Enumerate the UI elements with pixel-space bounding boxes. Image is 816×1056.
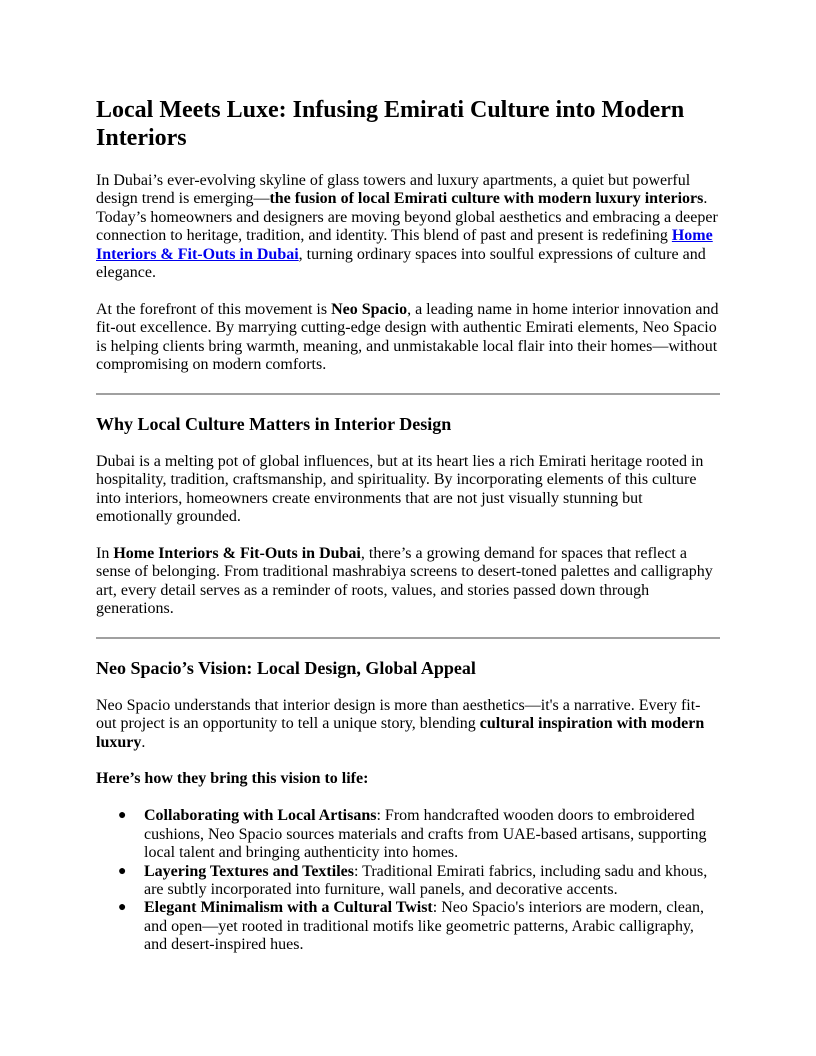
bullet-icon: ● <box>118 900 127 916</box>
list-item-bold: Layering Textures and Textiles <box>144 862 354 880</box>
section-heading-vision: Neo Spacio’s Vision: Local Design, Global Appeal <box>96 657 476 678</box>
home-interiors-link[interactable]: Home Interiors & Fit-Outs in Dubai <box>96 227 713 263</box>
vision-list <box>96 807 720 954</box>
list-item-text: : Neo Spacio's interiors are modern, clean, and open—yet rooted in traditional motifs like geometric patterns, Arabic calligraphy, and desert-inspired hues. <box>144 899 704 954</box>
list-item-bold: Elegant Minimalism with a Cultural Twist <box>144 899 433 917</box>
intro-p2-text-a: At the forefront of this movement is <box>96 300 332 318</box>
intro-p2-text-b: , a leading name in home interior innovation and fit-out excellence. By marrying cutting-edge design with authentic Emirati elements, Neo Spacio is helping clients bring warmth, meaning, and unmistakable local flair into their homes—without compromising on modern comforts. <box>96 300 719 374</box>
section-heading-culture: Why Local Culture Matters in Interior Design <box>96 413 452 434</box>
list-item <box>118 807 720 862</box>
bullet-icon: ● <box>118 863 127 879</box>
intro-p1-text-b: . Today’s homeowners and designers are moving beyond global aesthetics and embracing a deeper connection to heritage, tradition, and identity. This blend of past and present is redefining <box>96 190 718 245</box>
list-item-text: : Traditional Emirati fabrics, including sadu and khous, are subtly incorporated into furniture, wall panels, and decorative accents. <box>144 862 708 898</box>
vision-p1-text-a: Neo Spacio understands that interior design is more than aesthetics—it's a narrative. Every fit-out project is an opportunity to tell a unique story, blending <box>96 696 701 733</box>
culture-paragraph-2 <box>96 545 720 619</box>
bullet-icon: ● <box>118 808 127 824</box>
vision-paragraph-1 <box>96 697 720 752</box>
intro-paragraph-1 <box>96 172 720 282</box>
vision-p1-text-b: . <box>141 733 146 751</box>
intro-p1-text-c: , turning ordinary spaces into soulful expressions of culture and elegance. <box>96 245 706 282</box>
vision-subheading-bold: Here’s how they bring this vision to life: <box>96 770 369 788</box>
section-divider-1 <box>96 393 720 395</box>
page-title: Local Meets Luxe: Infusing Emirati Culture into Modern Interiors <box>96 97 685 151</box>
intro-p1-text-a: In Dubai’s ever-evolving skyline of glass towers and luxury apartments, a quiet but powerful design trend is emerging— <box>96 172 691 208</box>
vision-p1-bold: cultural inspiration with modern luxury <box>96 715 705 751</box>
culture-p2-text-a: In <box>96 544 114 562</box>
culture-p2-text-b: , there’s a growing demand for spaces that reflect a sense of belonging. From traditional mashrabiya screens to desert-toned palettes and calligraphy art, every detail serves as a reminder of roots, values, and stories passed down through generations. <box>96 544 713 618</box>
document-page <box>96 96 720 955</box>
list-item-bold: Collaborating with Local Artisans <box>144 807 377 825</box>
section-divider-2 <box>96 637 720 639</box>
intro-paragraph-2 <box>96 301 720 375</box>
culture-p2-bold: Home Interiors & Fit-Outs in Dubai <box>113 544 361 562</box>
culture-paragraph-1: Dubai is a melting pot of global influences, but at its heart lies a rich Emirati heritage rooted in hospitality, tradition, craftsmanship, and spirituality. By incorporating elements of this culture into interiors, homeowners create environments that are not just visually stunning but emotionally grounded. <box>96 452 704 526</box>
list-item-text: : From handcrafted wooden doors to embroidered cushions, Neo Spacio sources materials and crafts from UAE-based artisans, supporting local talent and bringing authenticity into homes. <box>144 807 707 862</box>
intro-p1-bold: the fusion of local Emirati culture with modern luxury interiors <box>269 190 704 208</box>
list-item <box>118 862 720 900</box>
list-item <box>118 899 720 954</box>
intro-p2-bold: Neo Spacio <box>331 300 408 318</box>
vision-subheading <box>96 770 720 788</box>
